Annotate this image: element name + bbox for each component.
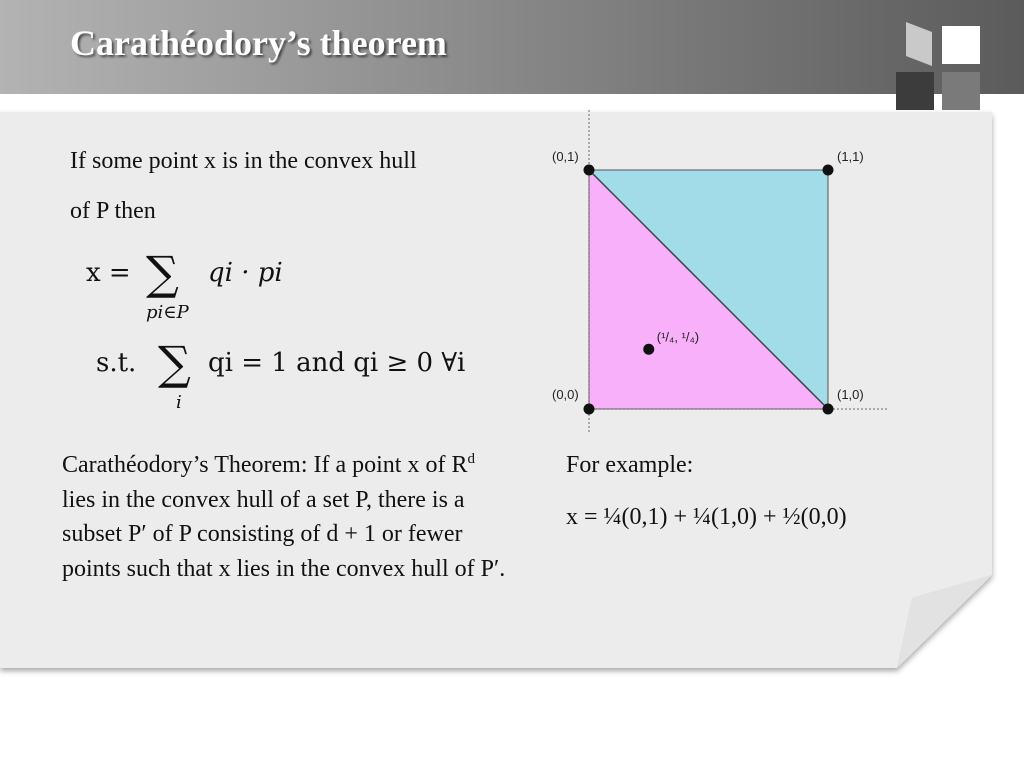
equation-rhs: qi · pi bbox=[208, 258, 283, 288]
constraint-prefix: s.t. bbox=[96, 348, 137, 378]
vertex-label: (0,0) bbox=[552, 387, 579, 402]
theorem-superscript: d bbox=[467, 451, 475, 467]
vertex-point bbox=[823, 404, 834, 415]
constraint-summation-symbol: ∑ bbox=[158, 336, 191, 390]
intro-text bbox=[70, 136, 500, 236]
theorem-part-1: Carathéodory’s Theorem: If a point x of R bbox=[62, 452, 468, 478]
theorem-text bbox=[62, 448, 512, 586]
constraint-body: qi = 1 and qi ≥ 0 ∀i bbox=[208, 348, 466, 378]
constraint-subscript: i bbox=[176, 392, 182, 413]
intro-line-1: If some point x is in the convex hull bbox=[70, 148, 417, 174]
vertex-label: (0,1) bbox=[552, 149, 579, 164]
theorem-part-2: lies in the convex hull of a set P, there is a subset P′ of P consisting of d + 1 or fewer points such that x lies in the convex hull of P′. bbox=[62, 486, 506, 582]
vertex-label: (1,0) bbox=[837, 387, 864, 402]
equation-lhs: x = bbox=[86, 258, 131, 288]
summation-symbol: ∑ bbox=[146, 246, 179, 300]
intro-line-2: of P then bbox=[70, 198, 156, 224]
convex-hull-diagram bbox=[540, 108, 900, 438]
constraint-equation bbox=[96, 338, 516, 414]
slide-title: Carathéodory’s theorem bbox=[70, 23, 447, 63]
interior-point bbox=[643, 344, 654, 355]
example-label: For example: bbox=[566, 452, 694, 478]
sum-equation bbox=[86, 248, 346, 324]
vertex-point bbox=[584, 404, 595, 415]
interior-point-label: (¹/₄, ¹/₄) bbox=[656, 329, 700, 345]
vertex-point bbox=[823, 165, 834, 176]
example-equation: x = ¼(0,1) + ¼(1,0) + ½(0,0) bbox=[566, 504, 847, 530]
vertex-label: (1,1) bbox=[837, 149, 864, 164]
vertex-point bbox=[584, 165, 595, 176]
summation-subscript: pi∈P bbox=[146, 302, 189, 323]
